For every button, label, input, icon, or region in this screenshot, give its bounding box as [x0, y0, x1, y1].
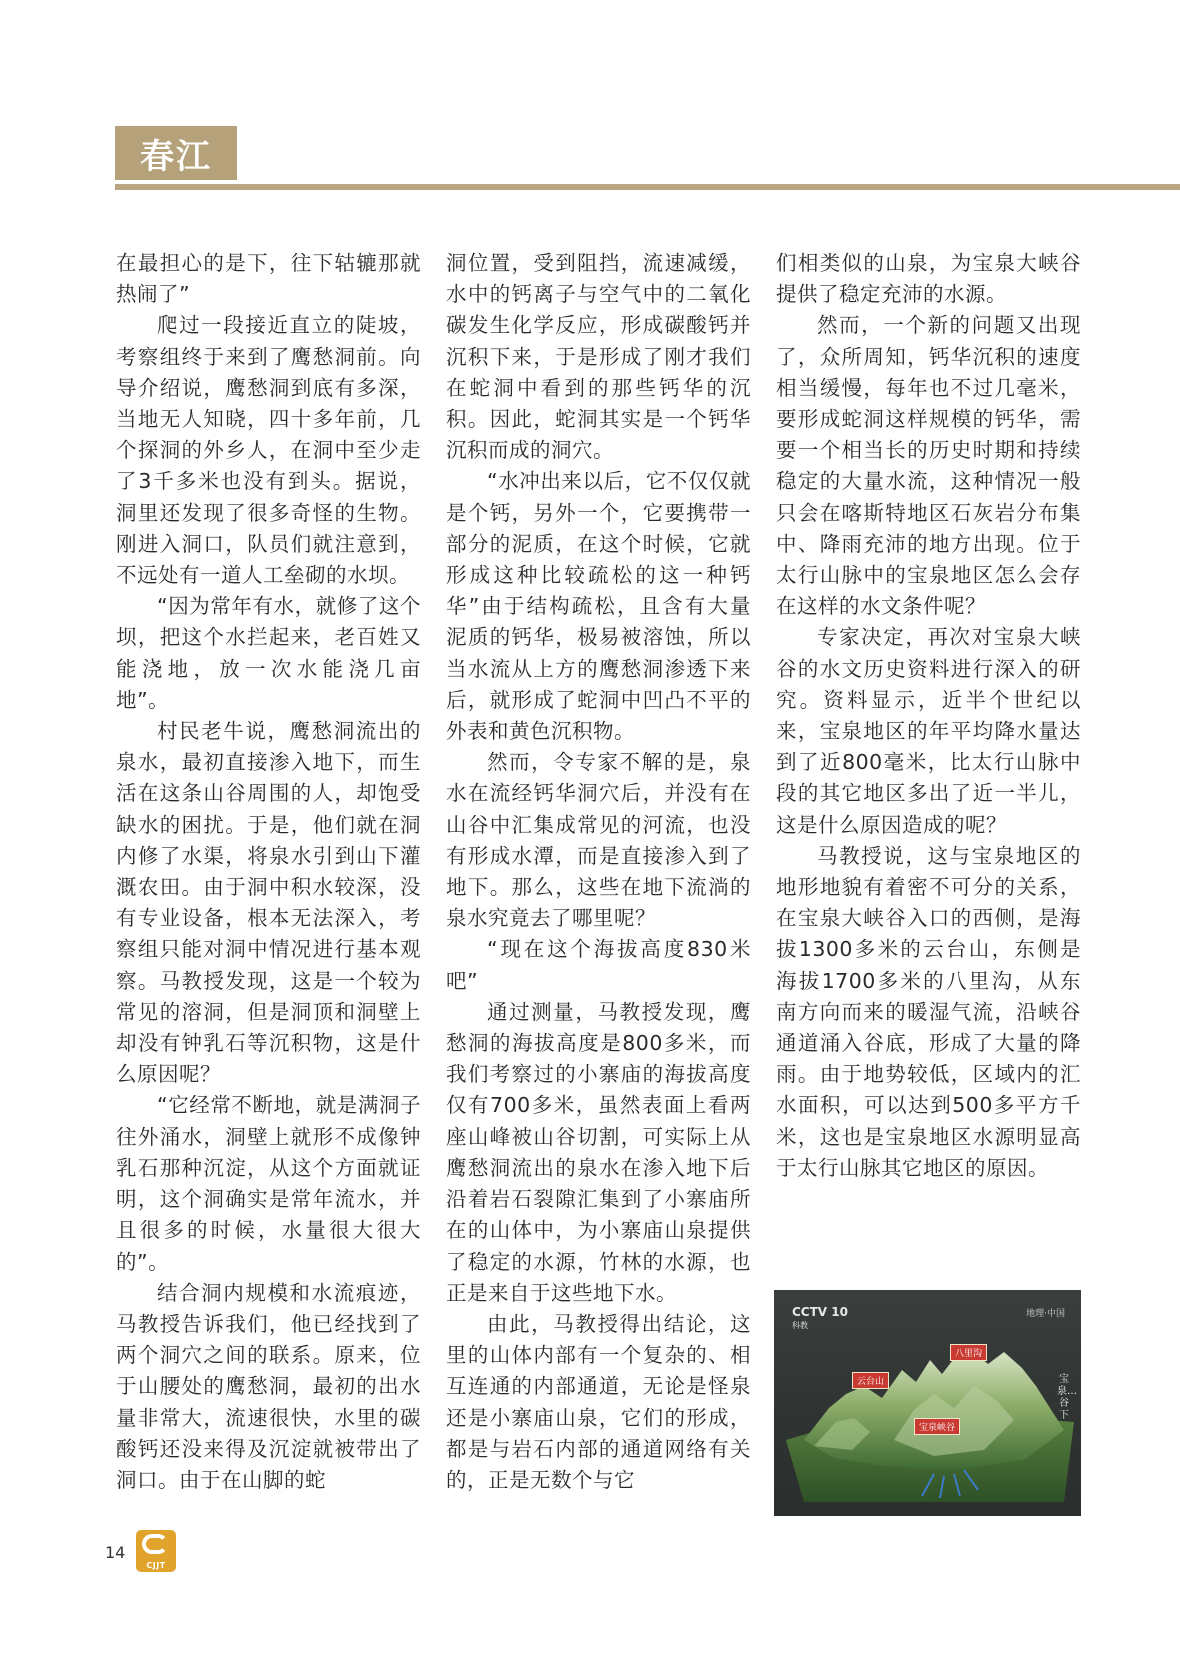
text-column-1 [116, 248, 421, 1496]
paragraph: 结合洞内规模和水流痕迹，马教授告诉我们，他已经找到了两个洞穴之间的联系。原来，位于山腰处的鹰愁洞，最初的出水量非常大，流速很快，水里的碳酸钙还没来得及沉淀就被带出了洞口。由于在山脚的蛇 [116, 1280, 421, 1492]
paragraph: 然而，令专家不解的是，泉水在流经钙华洞穴后，并没有在山谷中汇集成常见的河流，也没有形成水潭，而是直接渗入到了地下。那么，这些在地下流淌的泉水究竟去了哪里呢？ [446, 750, 751, 931]
logo-text: CJJT [146, 1561, 166, 1570]
label-gorge: 宝泉峡谷 [914, 1418, 960, 1435]
paragraph: “水冲出来以后，它不仅仅就是个钙，另外一个，它要携带一部分的泥质，在这个时候，它就形成这种比较疏松的这一种钙华”由于结构疏松，且含有大量泥质的钙华，极易被溶蚀，所以当水流从上方的鹰愁洞渗透下来后，就形成了蛇洞中凹凸不平的外表和黄色沉积物。 [446, 469, 751, 744]
text-column-2 [446, 248, 751, 1496]
paragraph: “因为常年有水，就修了这个坝，把这个水拦起来，老百姓又能浇地，放一次水能浇几亩地”。 [116, 594, 421, 712]
header-divider [115, 184, 1180, 190]
paragraph: 村民老牛说，鹰愁洞流出的泉水，最初直接渗入地下，而生活在这条山谷周围的人，却饱受缺水的困扰。于是，他们就在洞内修了水渠，将泉水引到山下灌溉农田。由于洞中积水较深，没有专业设备，根本无法深入，考察组只能对洞中情况进行基本观察。马教授发现，这是一个较为常见的溶洞，但是洞顶和洞壁上却没有钟乳石等沉积物，这是什么原因呢？ [116, 719, 421, 1087]
side-caption: 宝泉…谷下 [1057, 1374, 1077, 1421]
channel-logo-sub: 科教 [792, 1321, 808, 1330]
paragraph: 们相类似的山泉，为宝泉大峡谷提供了稳定充沛的水源。 [776, 251, 1081, 307]
terrain-map-figure [774, 1290, 1081, 1516]
paragraph: “它经常不断地，就是满洞子往外涌水，洞壁上就形不成像钟乳石那种沉淀，从这个方面就证明，这个洞确实是常年流水，并且很多的时候，水量很大很大的”。 [116, 1093, 421, 1274]
page-number: 14 [105, 1543, 126, 1562]
text-column-3 [776, 248, 1081, 1184]
magazine-logo [136, 1530, 176, 1572]
section-title: 春江 [115, 126, 237, 180]
logo-icon [142, 1534, 168, 1554]
label-west-mountain: 云台山 [852, 1372, 889, 1389]
paragraph: 马教授说，这与宝泉地区的地形地貌有着密不可分的关系，在宝泉大峡谷入口的西侧，是海拔1300多米的云台山，东侧是海拔1700多米的八里沟，从东南方向而来的暖湿气流，沿峡谷通道涌入谷底，形成了大量的降雨。由于地势较低，区域内的汇水面积，可以达到500多平方千米，这也是宝泉地区水源明显高于太行山脉其它地区的原因。 [776, 843, 1081, 1180]
paragraph: 在最担心的是下，往下轱辘那就热闹了” [116, 251, 421, 307]
paragraph: 然而，一个新的问题又出现了，众所周知，钙华沉积的速度相当缓慢，每年也不过几毫米，要形成蛇洞这样规模的钙华，需要一个相当长的历史时期和持续稳定的大量水流，这种情况一般只会在喀斯特地区石灰岩分布集中、降雨充沛的地方出现。位于太行山脉中的宝泉地区怎么会存在这样的水文条件呢？ [776, 313, 1081, 619]
paragraph: “现在这个海拔高度830米吧” [446, 937, 751, 993]
paragraph: 爬过一段接近直立的陡坡，考察组终于来到了鹰愁洞前。向导介绍说，鹰愁洞到底有多深，当地无人知晓，四十多年前，几个探洞的外乡人，在洞中至少走了3千多米也没有到头。据说，洞里还发现了很多奇怪的生物。刚进入洞口，队员们就注意到，不远处有一道人工垒砌的水坝。 [116, 313, 421, 588]
channel-logo [792, 1306, 848, 1332]
program-title: 地理·中国 [1026, 1309, 1065, 1319]
channel-logo-text: CCTV 10 [792, 1305, 848, 1319]
paragraph: 由此，马教授得出结论，这里的山体内部有一个复杂的、相互连通的内部通道，无论是怪泉还是小寨庙山泉，它们的形成，都是与岩石内部的通道网络有关的，正是无数个与它 [446, 1311, 751, 1492]
paragraph: 洞位置，受到阻挡，流速减缓，水中的钙离子与空气中的二氧化碳发生化学反应，形成碳酸钙并沉积下来，于是形成了刚才我们在蛇洞中看到的那些钙华的沉积。因此，蛇洞其实是一个钙华沉积而成的洞穴。 [446, 251, 751, 463]
paragraph: 专家决定，再次对宝泉大峡谷的水文历史资料进行深入的研究。资料显示，近半个世纪以来，宝泉地区的年平均降水量达到了近800毫米，比太行山脉中段的其它地区多出了近一半儿，这是什么原因造成的呢？ [776, 625, 1081, 837]
paragraph: 通过测量，马教授发现，鹰愁洞的海拔高度是800多米，而我们考察过的小寨庙的海拔高度仅有700多米，虽然表面上看两座山峰被山谷切割，可实际上从鹰愁洞流出的泉水在渗入地下后沿着岩石裂隙汇集到了小寨庙所在的山体中，为小寨庙山泉提供了稳定的水源，竹林的水源，也正是来自于这些地下水。 [446, 999, 751, 1305]
label-east-valley: 八里沟 [950, 1344, 987, 1361]
